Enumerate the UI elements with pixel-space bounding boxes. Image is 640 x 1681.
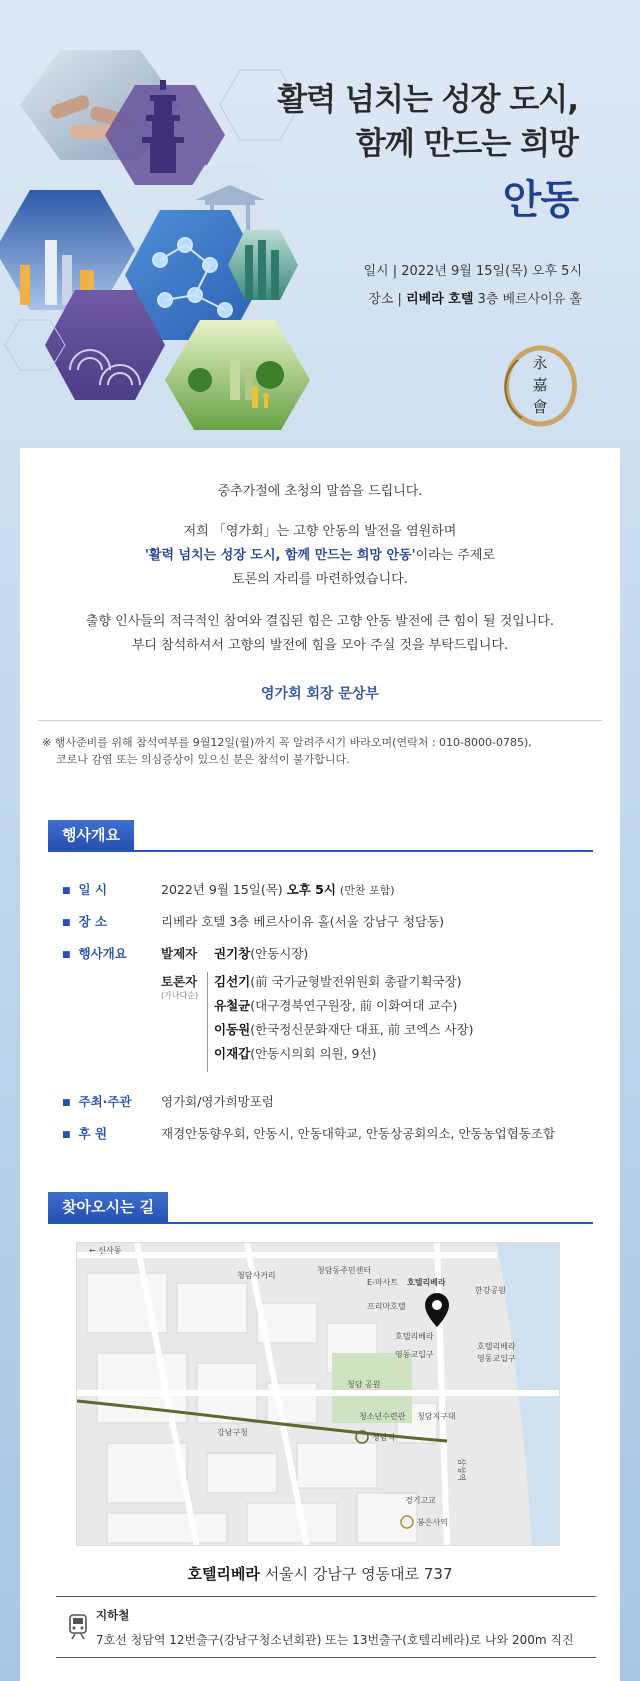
subway-train-icon [68,1613,88,1641]
row-program [62,944,592,1094]
subway-title: 지하철 [96,1608,130,1622]
map-caption [20,1563,620,1584]
debater-4-role: (안동시의회 의원, 9선) [250,1046,377,1061]
map-label-jiguadae: 청담지구대 [417,1412,456,1421]
svg-text:會: 會 [532,398,548,416]
invitation-paragraph-2 [20,610,620,658]
svg-text:嘉: 嘉 [532,376,548,394]
map-label-gangnam-office: 강남구청 [217,1428,248,1437]
title-line-1: 활력 넘치는 성장 도시, [277,82,578,118]
date-value-b: 오후 5시 [286,882,336,897]
debater-1 [214,972,462,990]
presenter [214,944,308,962]
date-value-c: (만찬 포함) [339,884,395,897]
overview-section-header [48,820,593,852]
map-label-cheongdam-crossroad: 청담사거리 [237,1271,276,1280]
p2-line-2: 부디 참석하셔서 고향의 발전에 힘을 모아 주실 것을 부탁드립니다. [131,638,509,653]
debater-4-name: 이재갑 [214,1046,251,1061]
theme-highlight: '활력 넘치는 성장 도시, 함께 만드는 희망 안동' [144,548,416,563]
row-date-label: ■ 일 시 [62,880,107,898]
place-rest: 3층 베르사이유 홀 [477,292,582,307]
map-label-bongeunsa: 봉은사역 [417,1518,448,1527]
overview-heading: 행사개요 [48,820,134,850]
yeonggahoe-seal-logo [500,340,580,430]
p1-line-1: 저희 「영가회」는 고향 안동의 발전을 염원하며 [183,524,457,539]
map-label-sinsa: ← 신사동 [89,1246,122,1255]
map-label-mart: E-마사트 [367,1278,399,1287]
row-place-label: ■ 장 소 [62,912,107,930]
map-label-youth-center: 청소년수련관 [359,1412,406,1421]
svg-text:永: 永 [532,354,548,372]
row-program-label: ■ 행사개요 [62,944,127,962]
row-place-value: 리베라 호텔 3층 베르사이유 홀(서울 강남구 청담동) [161,914,445,929]
map-label-community-center: 청담동주민센터 [317,1266,372,1275]
invitation-card [20,448,620,1681]
debater-divider [207,972,208,1072]
row-sponsor-label: ■ 후 원 [62,1124,107,1142]
presenter-name: 권기창 [214,946,251,961]
map-drawing [77,1243,560,1546]
location-map[interactable] [76,1242,560,1546]
row-sponsor-value: 재경안동향우회, 안동시, 안동대학교, 안동상공회의소, 안동농업협동조합 [161,1126,556,1141]
p1-line-3: 토론의 자리를 마련하였습니다. [232,572,408,587]
row-host-value: 영가회/영가희망포럼 [161,1094,274,1109]
caption-address: 서울시 강남구 영동대로 737 [264,1565,453,1583]
notice [42,734,602,768]
map-legend-gate: 영동교입구 [477,1354,516,1363]
debater-3-role: (한국정신문화재단 대표, 前 코엑스 사장) [250,1022,474,1037]
title-city: 안동 [502,177,578,223]
event-summary [363,258,582,314]
place-line [363,286,582,314]
place-label: 장소 | [368,292,402,307]
p1-line-2-rest: 이라는 주제로 [415,548,496,563]
title-line-2: 함께 만드는 희망 [355,126,578,162]
map-label-cheongdam-station: 청담역 [372,1433,396,1442]
debater-label: 토론자 [161,974,198,989]
map-label-cheongdam-park: 청담 공원 [347,1380,381,1389]
invitation-header [0,0,640,448]
invitation-paragraph-1 [20,520,620,592]
presenter-label: 발제자 [161,946,198,961]
debater-3 [214,1020,473,1038]
debater-sub: (가나다순) [161,991,199,1000]
debater-1-role: (前 국가균형발전위원회 총괄기획국장) [250,974,462,989]
divider [38,720,602,721]
place-bold: 리베라 호텔 [406,292,474,307]
map-label-samseong: 삼성역 [457,1458,466,1482]
debater-3-name: 이동원 [214,1022,251,1037]
date-line [363,258,582,286]
map-label-yeongdong-gate: 영동교입구 [395,1350,434,1359]
p1-line-2 [20,544,620,568]
notice-line-2: 코로나 감염 또는 의심증상이 있으신 분은 참석이 불가합니다. [56,753,350,766]
presenter-role: (안동시장) [250,946,309,961]
map-label-hotel-top: 호텔리베라 [407,1278,446,1287]
hexagon-collage-illustration [0,40,320,430]
overview-underline [48,850,593,852]
debater-2-name: 유철균 [214,998,251,1013]
greeting: 중추가절에 초청의 말씀을 드립니다. [217,484,423,499]
date-label: 일시 | [363,264,398,279]
date-value-a: 2022년 9월 15일(목) [161,882,283,897]
subway-directions [56,1596,596,1658]
notice-line-1: ※ 행사준비를 위해 참석여부를 9월12일(월)까지 꼭 알려주시기 바라오며(연락처 : 010-8000-0785), [42,736,532,749]
row-date-value [161,880,395,898]
date-value: 2022년 9월 15일(목) 오후 5시 [401,264,582,279]
map-label-hotel-pin: 호텔리베라 [395,1332,434,1341]
signature: 영가회 회장 문상부 [261,686,379,702]
debater-2 [214,996,457,1014]
directions-section-header [48,1192,593,1224]
debater-4 [214,1044,376,1062]
directions-heading: 찾아오시는 길 [48,1192,168,1222]
debater-2-role: (대구경북연구원장, 前 이화여대 교수) [250,998,458,1013]
map-legend-hotel: 호텔리베라 [477,1342,516,1351]
row-host-label: ■ 주최·주관 [62,1092,132,1110]
caption-hotel-name: 호텔리베라 [187,1565,260,1583]
directions-underline [48,1222,593,1224]
p2-line-1: 출향 인사들의 적극적인 참여와 결집된 힘은 고향 안동 발전에 큰 힘이 될 것입니다. [85,614,555,629]
map-label-primo-hotel: 프리마호텔 [367,1302,406,1311]
main-title [277,78,578,230]
map-label-hangang-park: 한강공원 [475,1286,506,1295]
map-label-gyeonggi-high: 경기고교 [405,1496,436,1505]
debater-1-name: 김선기 [214,974,251,989]
subway-text: 7호선 청담역 12번출구(강남구청소년회관) 또는 13번출구(호텔리베라)로 나와 200m 직진 [96,1633,574,1647]
